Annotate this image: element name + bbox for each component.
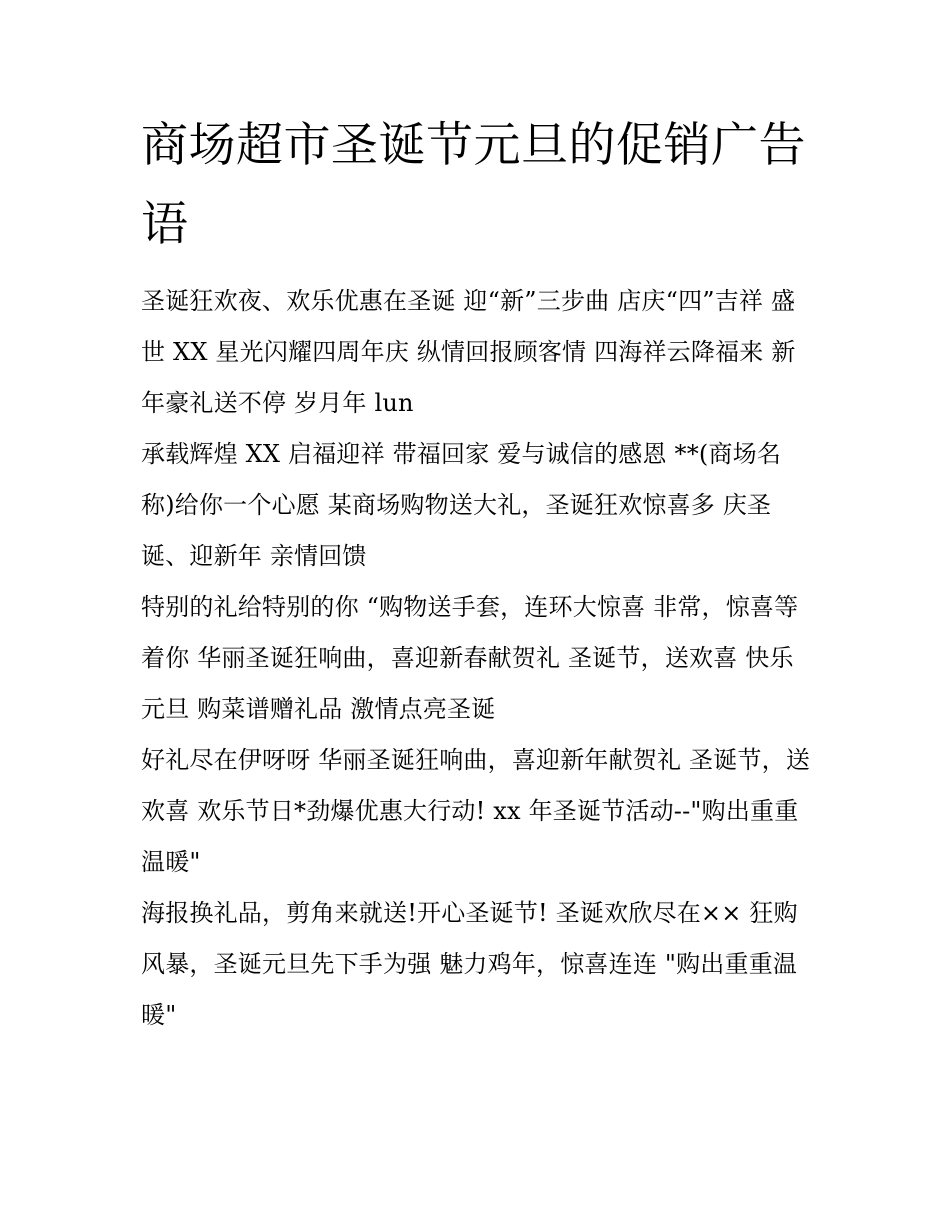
paragraph: 承载辉煌 XX 启福迎祥 带福回家 爱与诚信的感恩 **(商场名称)给你一个心愿 某商场购物送大礼，圣诞狂欢惊喜多 庆圣诞、迎新年 亲情回馈	[141, 440, 782, 570]
paragraph: 海报换礼品，剪角来就送!开心圣诞节! 圣诞欢欣尽在×× 狂购风暴，圣诞元旦先下手为强 魅力鸡年，惊喜连连 "购出重重温暖"	[141, 899, 798, 1029]
document-body	[141, 276, 813, 1041]
document-title: 商场超市圣诞节元旦的促销广告语	[141, 118, 806, 252]
paragraph: 特别的礼给特别的你 “购物送手套，连环大惊喜 非常，惊喜等着你 华丽圣诞狂响曲，喜迎新春献贺礼 圣诞节，送欢喜 快乐元旦 购菜谱赠礼品 激情点亮圣诞	[141, 593, 799, 723]
paragraph: 圣诞狂欢夜、欢乐优惠在圣诞 迎“新”三步曲 店庆“四”吉祥 盛世 XX 星光闪耀四周年庆 纵情回报顾客情 四海祥云降福来 新年豪礼送不停 岁月年 lun	[141, 287, 796, 417]
paragraph: 好礼尽在伊呀呀 华丽圣诞狂响曲，喜迎新年献贺礼 圣诞节，送欢喜 欢乐节日*劲爆优惠大行动! xx 年圣诞节活动--"购出重重温暖"	[141, 746, 811, 876]
